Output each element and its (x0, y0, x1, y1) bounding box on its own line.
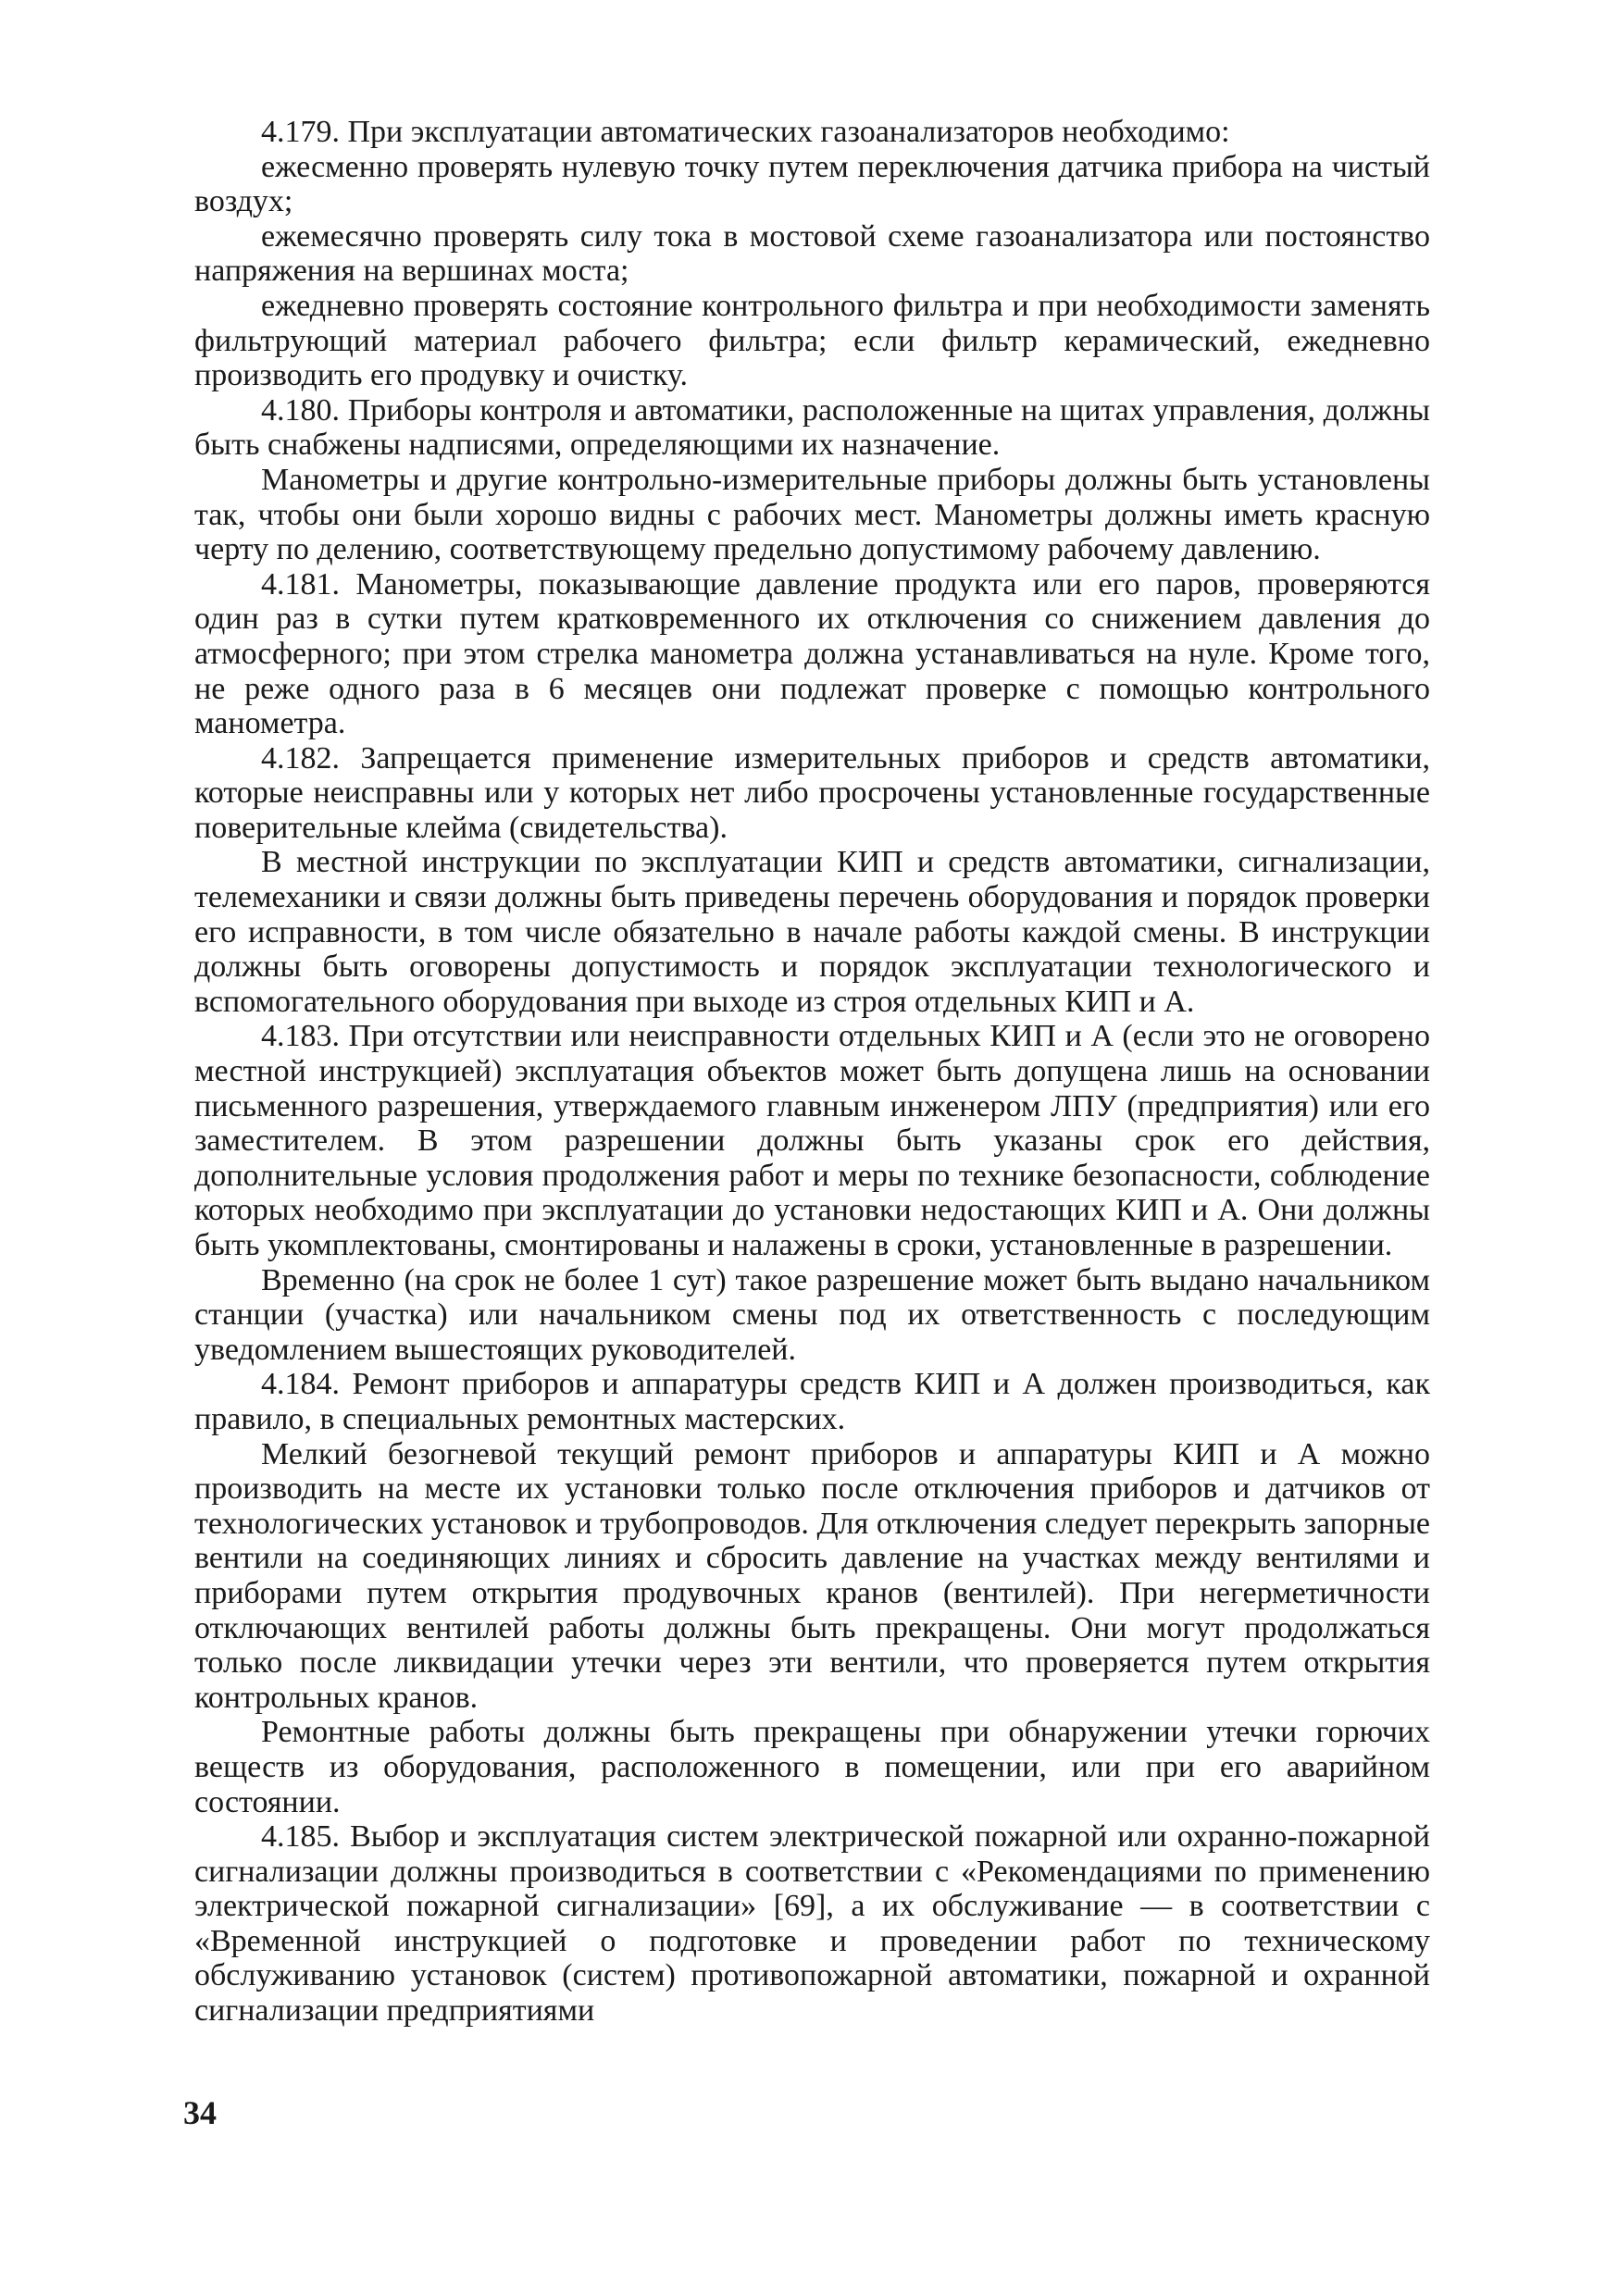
paragraph-4-184: 4.184. Ремонт приборов и аппаратуры средств КИП и А должен производиться, как правило, в специальных ремонтных мастерских. (194, 1367, 1430, 1436)
paragraph-4-181: 4.181. Манометры, показывающие давление продукта или его паров, проверяются один раз в сутки путем кратковременного их отключения со снижением давления до атмосферного; при этом стрелка манометра должна устанавливаться на нуле. Кроме того, не реже одного раза в 6 месяцев они подлежат проверке с помощью контрольного манометра. (194, 566, 1430, 741)
paragraph-4-180-manometers: Манометры и другие контрольно-измерительные приборы должны быть установлены так, чтобы они были хорошо видны с рабочих мест. Манометры должны иметь красную черту по делению, соответствующему предельно допустимому рабочему давлению. (194, 462, 1430, 567)
paragraph-4-182-local-instruction: В местной инструкции по эксплуатации КИП и средств автоматики, сигнализации, телемеханики и связи должны быть приведены перечень оборудования и порядок проверки его исправности, в том числе обязательно в начале работы каждой смены. В инструкции должны быть оговорены допустимость и порядок эксплуатации технологического и вспомогательного оборудования при выходе из строя отдельных КИП и А. (194, 845, 1430, 1019)
page-number: 34 (183, 2094, 217, 2131)
document-body (194, 115, 1430, 2029)
paragraph-4-183: 4.183. При отсутствии или неисправности отдельных КИП и А (если это не оговорено местной инструкцией) эксплуатация объектов может быть допущена лишь на основании письменного разрешения, утверждаемого главным инженером ЛПУ (предприятия) или его заместителем. В этом разрешении должны быть указаны срок его действия, дополнительные условия продолжения работ и меры по технике безопасности, соблюдение которых необходимо при эксплуатации до установки недостающих КИП и А. Они должны быть укомплектованы, смонтированы и налажены в сроки, установленные в разрешении. (194, 1019, 1430, 1262)
paragraph-4-184-repair-stop: Ремонтные работы должны быть прекращены при обнаружении утечки горючих веществ из оборудования, расположенного в помещении, или при его аварийном состоянии. (194, 1715, 1430, 1819)
paragraph-4-183-temporary: Временно (на срок не более 1 сут) такое разрешение может быть выдано начальником станции (участка) или начальником смены под их ответственность с последующим уведомлением вышестоящих руководителей. (194, 1262, 1430, 1367)
paragraph-4-180: 4.180. Приборы контроля и автоматики, расположенные на щитах управления, должны быть снабжены надписями, определяющими их назначение. (194, 392, 1430, 463)
paragraph-4-179: 4.179. При эксплуатации автоматических газоанализаторов необходимо: (261, 115, 1230, 149)
paragraph-4-184-minor-repair: Мелкий безогневой текущий ремонт приборов и аппаратуры КИП и А можно производить на месте их установки только после отключения приборов и датчиков от технологических установок и трубопроводов. Для отключения следует перекрыть запорные вентили на соединяющих линиях и сбросить давление на участках между вентилями и приборами путем открытия продувочных кранов (вентилей). При негерметичности отключающих вентилей работы должны быть прекращены. Они могут продолжаться только после ликвидации утечки через эти вентили, что проверяется путем открытия контрольных кранов. (194, 1436, 1430, 1715)
paragraph-4-182: 4.182. Запрещается применение измерительных приборов и средств автоматики, которые неисправны или у которых нет либо просрочены установленные государственные поверительные клейма (свидетельства). (194, 740, 1430, 845)
paragraph-4-179-item-2: ежемесячно проверять силу тока в мостовой схеме газоанализатора или постоянство напряжения на вершинах моста; (194, 218, 1430, 289)
paragraph-4-185: 4.185. Выбор и эксплуатация систем электрической пожарной или охранно-пожарной сигнализации должны производиться в соответствии с «Рекомендациями по применению электрической пожарной сигнализации» [69], а их обслуживание — в соответствии с «Временной инструкцией о подготовке и проведении работ по техническому обслуживанию установок (систем) противопожарной автоматики, пожарной и охранной сигнализации предприятиями (194, 1819, 1430, 2029)
paragraph-4-179-item-1: ежесменно проверять нулевую точку путем переключения датчика прибора на чистый воздух; (194, 149, 1430, 219)
paragraph-4-179-item-3: ежедневно проверять состояние контрольного фильтра и при необходимости заменять фильтрующий материал рабочего фильтра; если фильтр керамический, ежедневно производить его продувку и очистку. (194, 288, 1430, 393)
